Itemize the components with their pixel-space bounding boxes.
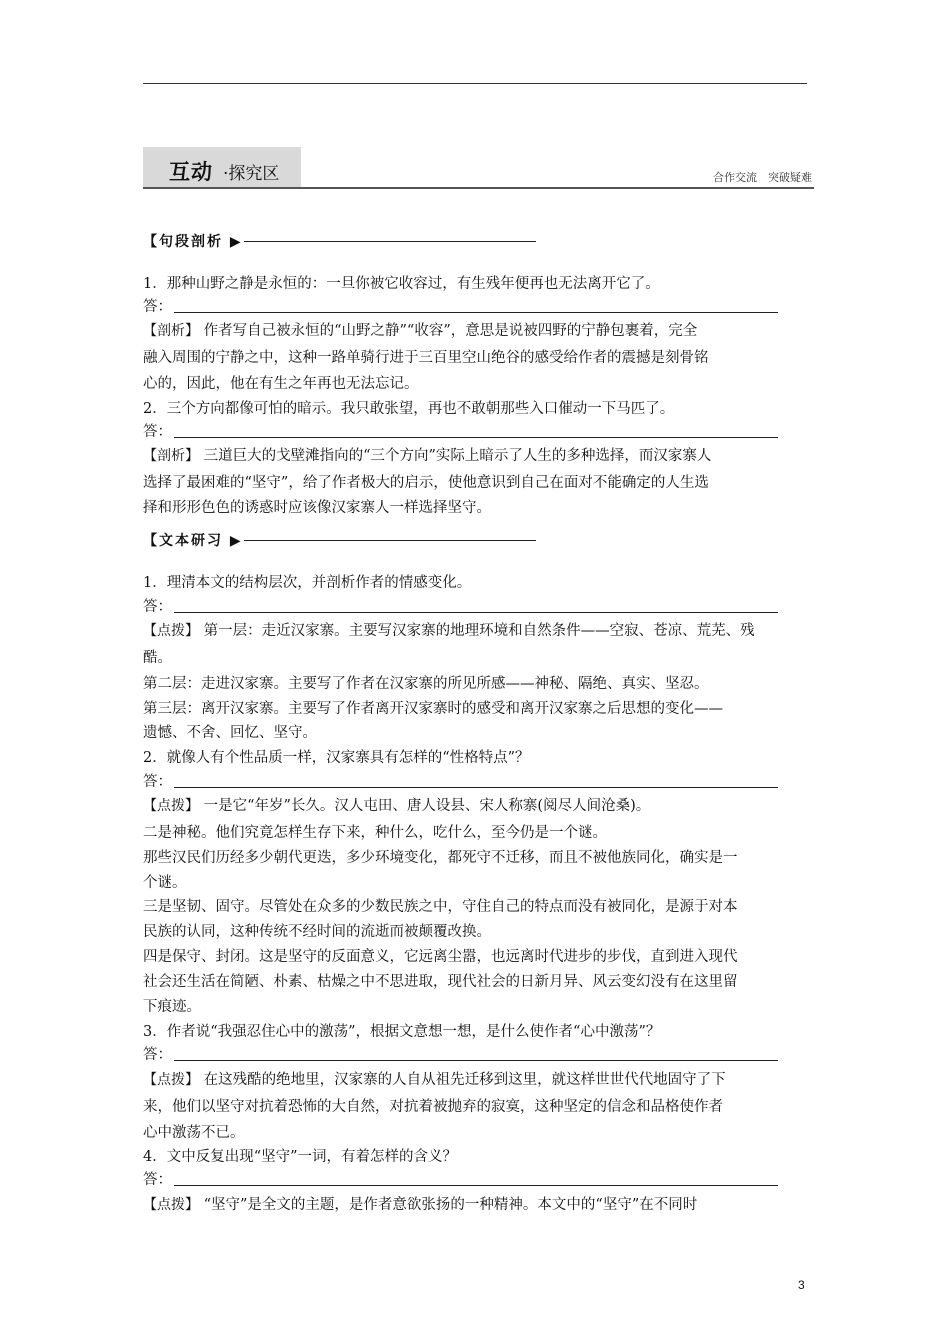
hint-tag: 【点拨】 [143,623,199,639]
hint-3-line-3: 心中激荡不已。 [143,1125,245,1141]
section-heading-rule [244,540,536,541]
answer-rule [174,1060,778,1061]
hint-1-line-1 [143,621,755,641]
analysis-tag: 【剖析】 [143,323,199,339]
topic-2: 2．就像人有个性品质一样，汉家寨具有怎样的“性格特点”？ [143,750,530,766]
hint-tag: 【点拨】 [143,798,199,814]
answer-label: 答： [143,1172,172,1188]
section-heading-label: 【文本研习 ▶ [143,533,243,549]
answer-line-1 [143,298,778,316]
hint-2-line-7: 四是保守、封闭。这是坚守的反面意义，它远离尘嚣，也远离时代进步的步伐，直到进入现代 [143,949,738,965]
answer-label: 答： [143,1047,172,1063]
topic-3: 3．作者说“我强忍住心中的激荡”，根据文意想一想，是什么使作者“心中激荡”？ [143,1024,661,1040]
answer-rule [174,1185,778,1186]
section-heading-rule [244,241,536,242]
hint-text: “坚守”是全文的主题，是作者意欲张扬的一种精神。本文中的“坚守”在不同时 [203,1197,698,1213]
answer-label: 答： [143,774,172,790]
answer-rule [174,437,778,438]
hint-tag: 【点拨】 [143,1072,199,1088]
analysis-tag: 【剖析】 [143,448,199,464]
answer-rule [174,612,778,613]
hint-2-line-6: 民族的认同，这种传统不经时间的流逝而被颠覆改换。 [143,924,491,940]
section-heading-study [143,530,536,550]
answer-rule [174,312,778,313]
topic-4: 4．文中反复出现“坚守”一词，有着怎样的含义？ [143,1149,458,1165]
answer-label: 答： [143,424,172,440]
answer-line-6 [143,1171,778,1189]
analysis-2-line-1 [143,446,711,466]
hint-text: 第一层：走近汉家寨。主要写汉家寨的地理环境和自然条件——空寂、苍凉、荒芜、残 [203,623,755,639]
banner-tagline: 合作交流 突破疑难 [713,171,812,184]
analysis-2-line-3: 择和形形色色的诱惑时应该像汉家寨人一样选择坚守。 [143,500,491,516]
analysis-1-line-1 [143,321,697,341]
answer-label: 答： [143,599,172,615]
banner-title: 互动 [169,160,213,184]
hint-tag: 【点拨】 [143,1197,199,1213]
section-banner [143,147,814,189]
analysis-2-line-2: 选择了最困难的“坚守”，给了作者极大的启示，使他意识到自己在面对不能确定的人生选 [143,475,709,491]
hint-2-line-3: 那些汉民们历经多少朝代更迭，多少环境变化，都死守不迁移，而且不被他族同化，确实是一 [143,850,738,866]
header-rule [143,83,807,84]
analysis-1-line-3: 心的，因此，他在有生之年再也无法忘记。 [143,376,419,392]
hint-3-line-1 [143,1070,726,1090]
banner-subtitle: ·探究区 [223,164,280,184]
hint-1-line-4: 第三层：离开汉家寨。主要写了作者离开汉家寨时的感受和离开汉家寨之后思想的变化—— [143,701,723,717]
page-number: 3 [798,1278,805,1292]
answer-line-5 [143,1046,778,1064]
hint-2-line-8: 社会还生活在简陋、朴素、枯燥之中不思进取，现代社会的日新月异、风云变幻没有在这里留 [143,974,738,990]
hint-1-line-2: 酷。 [143,650,172,666]
analysis-1-line-2: 融入周围的宁静之中，这种一路单骑行进于三百里空山绝谷的感受给作者的震撼是刻骨铭 [143,350,709,366]
answer-line-3 [143,598,778,616]
hint-2-line-1 [143,796,650,816]
analysis-text: 三道巨大的戈壁滩指向的“三个方向”实际上暗示了人生的多种选择，而汉家寨人 [203,448,712,464]
hint-2-line-4: 个谜。 [143,875,187,891]
hint-1-line-3: 第二层：走进汉家寨。主要写了作者在汉家寨的所见所感——神秘、隔绝、真实、坚忍。 [143,676,709,692]
hint-1-line-5: 遗憾、不舍、回忆、坚守。 [143,725,317,741]
section-heading-label: 【句段剖析 ▶ [143,234,243,250]
hint-2-line-2: 二是神秘。他们究竟怎样生存下来，种什么，吃什么，至今仍是一个谜。 [143,825,607,841]
hint-text: 一是它“年岁”长久。汉人屯田、唐人设县、宋人称寨(阅尽人间沧桑)。 [203,798,651,814]
topic-1: 1．理清本文的结构层次，并剖析作者的情感变化。 [143,575,472,591]
question-1: 1．那种山野之静是永恒的：一旦你被它收容过，有生残年便再也无法离开它了。 [143,276,660,292]
hint-2-line-5: 三是坚韧、固守。尽管处在众多的少数民族之中，守住自己的特点而没有被同化，是源于对本 [143,899,738,915]
question-2: 2．三个方向都像可怕的暗示。我只敢张望，再也不敢朝那些入口催动一下马匹了。 [143,401,675,417]
answer-line-4 [143,773,778,791]
answer-label: 答： [143,299,172,315]
hint-3-line-2: 来，他们以坚守对抗着恐怖的大自然，对抗着被抛弃的寂寞，这种坚定的信念和品格使作者 [143,1099,723,1115]
answer-rule [174,787,778,788]
analysis-text: 作者写自己被永恒的“山野之静”“收容”，意思是说被四野的宁静包裹着，完全 [203,323,698,339]
section-heading-analysis [143,231,536,251]
banner-rule [143,187,814,189]
hint-2-line-9: 下痕迹。 [143,999,201,1015]
hint-text: 在这残酷的绝地里，汉家寨的人自从祖先迁移到这里，就这样世世代代地固守了下 [203,1072,726,1088]
hint-4-line-1 [143,1195,697,1215]
answer-line-2 [143,423,778,441]
